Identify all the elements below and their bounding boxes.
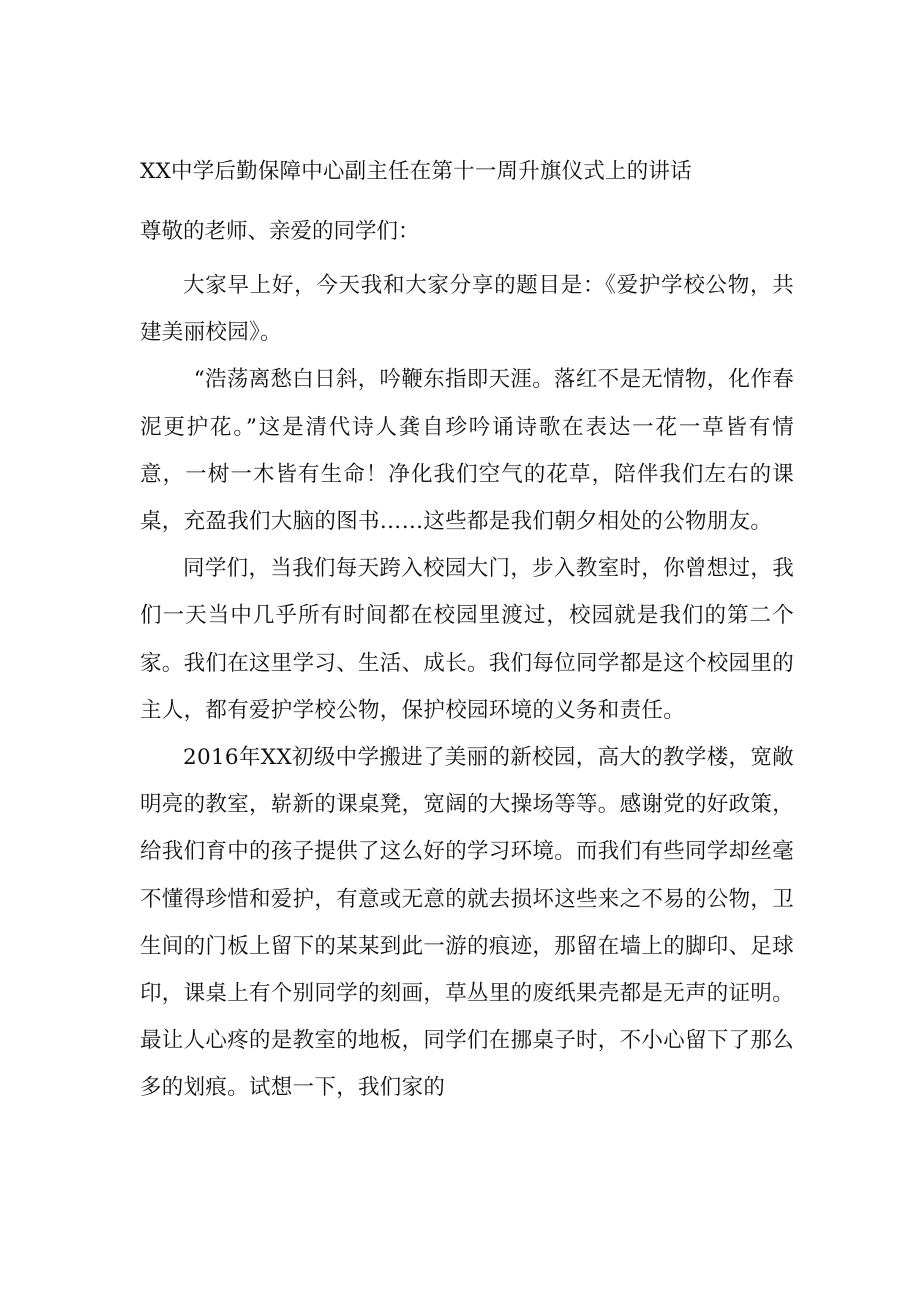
page-title: XX中学后勤保障中心副主任在第十一周升旗仪式上的讲话 bbox=[140, 159, 692, 184]
paragraph: 同学们，当我们每天跨入校园大门，步入教室时，你曾想过，我们一天当中几乎所有时间都在校园里渡过，校园就是我们的第二个家。我们在这里学习、生活、成长。我们每位同学都是这个校园里的主人，都有爱护学校公物，保护校园环境的义务和责任。 bbox=[140, 556, 795, 723]
paragraph: 2016年XX初级中学搬进了美丽的新校园，高大的教学楼，宽敞明亮的教室，崭新的课桌凳，宽阔的大操场等等。感谢党的好政策，给我们育中的孩子提供了这么好的学习环境。而我们有些同学却丝毫不懂得珍惜和爱护，有意或无意的就去损坏这些来之不易的公物，卫生间的门板上留下的某某到此一游的痕迹，那留在墙上的脚印、足球印，课桌上有个别同学的刻画，草丛里的废纸果壳都是无声的证明。最让人心疼的是教室的地板，同学们在挪桌子时，不小心留下了那么多的划痕。试想一下，我们家的 bbox=[140, 745, 795, 1101]
speech-body bbox=[140, 262, 794, 1112]
salutation: 尊敬的老师、亲爱的同学们： bbox=[140, 219, 420, 244]
paragraph: “浩荡离愁白日斜，吟鞭东指即天涯。落红不是无情物，化作春泥更护花。”这是清代诗人龚自珍吟诵诗歌在表达一花一草皆有情意，一树一木皆有生命！净化我们空气的花草，陪伴我们左右的课桌，充盈我们大脑的图书……这些都是我们朝夕相处的公物朋友。 bbox=[140, 367, 794, 535]
paragraph: 大家早上好，今天我和大家分享的题目是：《爱护学校公物，共建美丽校园》。 bbox=[140, 273, 794, 346]
